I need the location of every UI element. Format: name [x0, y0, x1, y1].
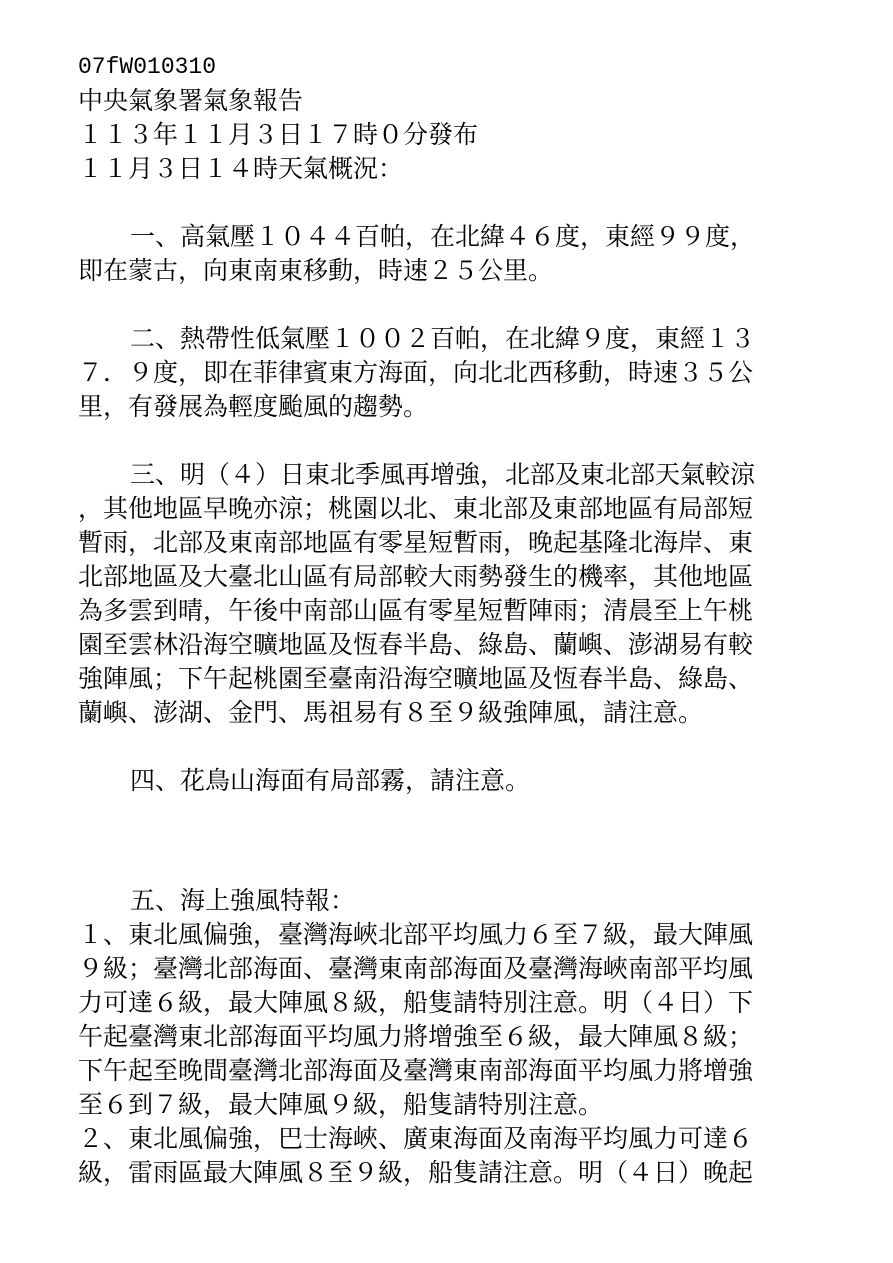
spacer [78, 424, 808, 458]
agency-title: 中央氣象署氣象報告 [78, 86, 304, 115]
section-marine-wind-warning [78, 884, 808, 1190]
section-line: 暫雨，北部及東南部地區有零星短暫雨，晚起基隆北海岸、東 [78, 528, 754, 557]
section-line: 里，有發展為輕度颱風的趨勢。 [78, 392, 429, 421]
spacer [78, 186, 808, 220]
section-line: ２、東北風偏強，巴士海峽、廣東海面及南海平均風力可達６ [78, 1124, 754, 1153]
document-code: 07fW010310 [78, 54, 217, 80]
section-line: 三、明（４）日東北季風再增強，北部及東北部天氣較涼 [130, 460, 756, 489]
section-line: 即在蒙古，向東南東移動，時速２５公里。 [78, 256, 554, 285]
section-line: ，其他地區早晚亦涼；桃園以北、東北部及東部地區有局部短 [78, 494, 754, 523]
spacer [78, 798, 808, 832]
spacer [78, 730, 808, 764]
section-line: 二、熱帶性低氣壓１００２百帕，在北緯９度，東經１３ [130, 324, 756, 353]
section-line: 強陣風；下午起桃園至臺南沿海空曠地區及恆春半島、綠島、 [78, 664, 754, 693]
section-line: 園至雲林沿海空曠地區及恆春半島、綠島、蘭嶼、澎湖易有較 [78, 630, 754, 659]
issue-time: １１３年１１月３日１７時０分發布 [78, 120, 479, 149]
spacer [78, 288, 808, 322]
section-high-pressure [78, 220, 808, 288]
section-line: 北部地區及大臺北山區有局部較大雨勢發生的機率，其他地區 [78, 562, 754, 591]
weather-report-document [78, 50, 808, 1190]
section-line: １、東北風偏強，臺灣海峽北部平均風力６至７級，最大陣風 [78, 920, 754, 949]
section-title: 五、海上強風特報： [130, 886, 356, 915]
section-line: 蘭嶼、澎湖、金門、馬祖易有８至９級強陣風，請注意。 [78, 698, 704, 727]
section-monsoon-forecast [78, 458, 808, 730]
section-line: ７．９度，即在菲律賓東方海面，向北北西移動，時速３５公 [78, 358, 754, 387]
section-fog [78, 764, 808, 798]
section-line: 午起臺灣東北部海面平均風力將增強至６級，最大陣風８級； [78, 1022, 754, 1051]
section-line: 力可達６級，最大陣風８級，船隻請特別注意。明（４日）下 [78, 988, 754, 1017]
section-line: 為多雲到晴，午後中南部山區有零星短暫陣雨；清晨至上午桃 [78, 596, 754, 625]
section-line: 一、高氣壓１０４４百帕，在北緯４６度，東經９９度， [130, 222, 756, 251]
spacer [78, 832, 808, 884]
section-line: 至６到７級，最大陣風９級，船隻請特別注意。 [78, 1090, 604, 1119]
overview-heading: １１月３日１４時天氣概況： [78, 154, 404, 183]
section-line: 下午起至晚間臺灣北部海面及臺灣東南部海面平均風力將增強 [78, 1056, 754, 1085]
section-tropical-depression [78, 322, 808, 424]
section-line: ９級；臺灣北部海面、臺灣東南部海面及臺灣海峽南部平均風 [78, 954, 754, 983]
section-line: 級，雷雨區最大陣風８至９級，船隻請注意。明（４日）晚起 [78, 1158, 754, 1187]
section-line: 四、花鳥山海面有局部霧，請注意。 [130, 766, 531, 795]
